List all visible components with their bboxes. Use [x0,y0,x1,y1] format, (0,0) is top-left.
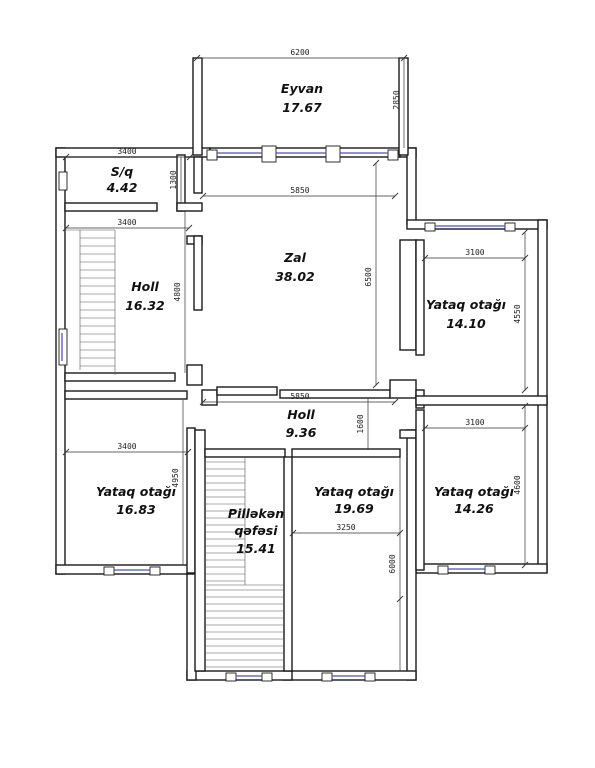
room-yataq-center-bottom-name: Yataq otağı [314,484,394,499]
room-yataq-right-top-name: Yataq otağı [426,297,506,312]
room-holl-center-area: 9.36 [285,425,317,440]
stairs-core [205,458,284,667]
dim-yataq-center-bottom-depth: 6000 [388,554,397,574]
dim-yataq-right-bottom-depth: 4600 [513,475,522,495]
room-yataq-left-bottom-area: 16.83 [116,502,156,517]
dim-holl-center-width: 5850 [290,392,310,401]
room-eyvan-area: 17.67 [282,100,322,115]
dim-yataq-left-bottom-width: 3400 [117,442,137,451]
room-yataq-center-bottom-area: 19.69 [334,501,374,516]
room-sq-name: S/q [110,164,134,179]
room-yataq-right-bottom-name: Yataq otağı [434,484,514,499]
room-pilleken-name-line1: Pilləkən [227,506,285,521]
room-pilleken-name-line2: qəfəsi [234,523,278,538]
room-zal-area: 38.02 [275,269,315,284]
dim-holl-left-depth: 4800 [173,282,182,302]
room-eyvan-name: Eyvan [280,81,324,96]
dim-eyvan-width: 6200 [290,48,310,57]
room-zal-name: Zal [284,250,306,265]
room-yataq-left-bottom-name: Yataq otağı [96,484,176,499]
room-holl-center-name: Holl [287,407,315,422]
dim-sq-width: 3400 [117,147,137,156]
room-holl-left-name: Holl [131,279,159,294]
stairs-left [66,230,115,375]
dim-sq-depth: 1300 [169,170,178,190]
dim-yataq-left-bottom-depth: 4950 [171,468,180,488]
room-holl-left-area: 16.32 [125,298,165,313]
dim-holl-left-width: 3400 [117,218,137,227]
room-yataq-right-bottom-area: 14.26 [454,501,494,516]
dim-yataq-right-top-width: 3100 [465,248,485,257]
dim-zal-depth: 6500 [364,267,373,287]
room-sq-area: 4.42 [106,180,138,195]
dim-eyvan-depth: 2850 [392,90,401,110]
dim-holl-center-depth: 1600 [356,414,365,434]
dim-zal-width: 5850 [290,186,310,195]
room-pilleken-area: 15.41 [236,541,276,556]
dim-yataq-right-top-depth: 4550 [513,304,522,324]
room-yataq-right-top-area: 14.10 [446,316,486,331]
dim-yataq-center-bottom-width: 3250 [336,523,356,532]
dim-yataq-right-bottom-width: 3100 [465,418,485,427]
